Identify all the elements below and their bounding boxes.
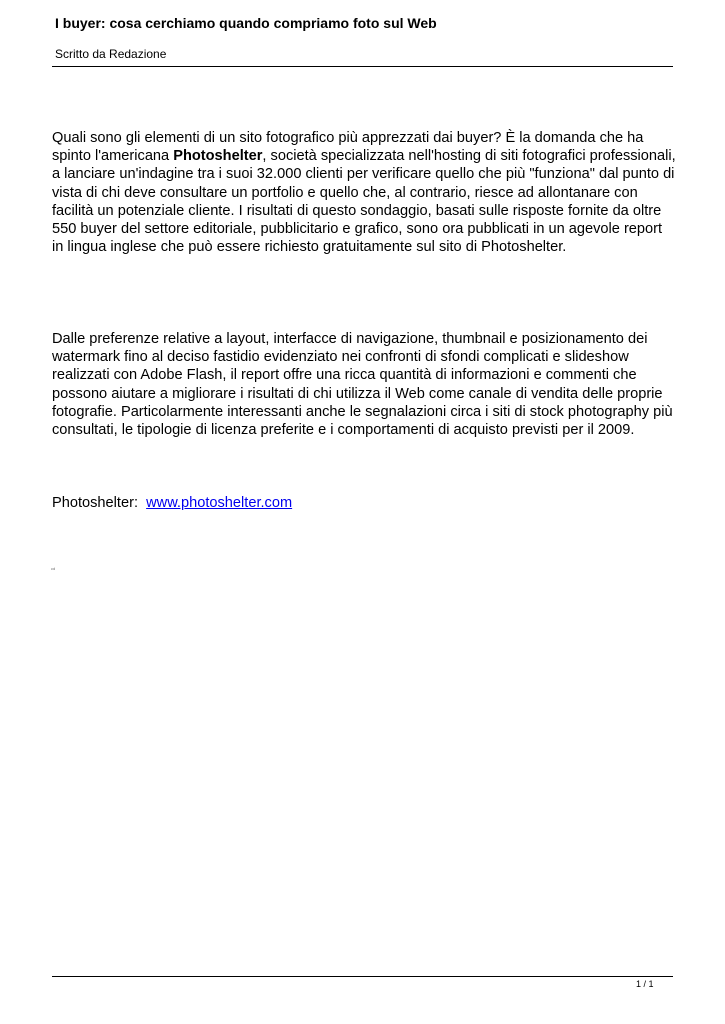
paragraph-1-text-start: Quali sono gli elementi di un sito fotografico più apprezzati dai buyer? È la domanda che ha spinto l'americana: [52, 130, 644, 165]
source-line: [52, 494, 677, 512]
source-label: Photoshelter:: [52, 495, 138, 511]
page-title: I buyer: cosa cerchiamo quando compriamo foto sul Web: [55, 15, 437, 31]
footer-divider: [52, 976, 673, 977]
page-number: 1 / 1: [636, 979, 654, 989]
paragraph-1-text-end: , società specializzata nell'hosting di siti fotografici professionali, a lanciare un'indagine tra i suoi 32.000 clienti per verificare quello che più "funziona" dal punto di vista di chi deve consultare un portfolio e quello che, al contrario, riesce ad allontanare con facilità un potenziale cliente. I risultati di questo sondaggio, basati sulle risposte fornite da oltre 550 buyer del settore editoriale, pubblicitario e grafico, sono ora pubblicati in un agevole report in lingua inglese che può essere richiesto gratuitamente sul sito di Photoshelter.: [52, 148, 676, 256]
byline: Scritto da Redazione: [55, 47, 167, 61]
company-name-bold: Photoshelter: [173, 148, 263, 165]
header-divider: [52, 66, 673, 67]
tiny-mark: cd: [51, 566, 56, 571]
article-paragraph-1: [52, 129, 677, 256]
source-link[interactable]: www.photoshelter.com: [146, 495, 293, 511]
article-paragraph-2: Dalle preferenze relative a layout, interfacce di navigazione, thumbnail e posizionamento dei watermark fino al deciso fastidio evidenziato nei confronti di sfondi complicati e slideshow realizzati con Adobe Flash, il report offre una ricca quantità di informazioni e commenti che possono aiutare a migliorare i risultati di chi utilizza il Web come canale di vendita delle proprie fotografie. Particolarmente interessanti anche le segnalazioni circa i siti di stock photography più consultati, le tipologie di licenza preferite e i comportamenti di acquisto previsti per il 2009.: [52, 331, 673, 439]
